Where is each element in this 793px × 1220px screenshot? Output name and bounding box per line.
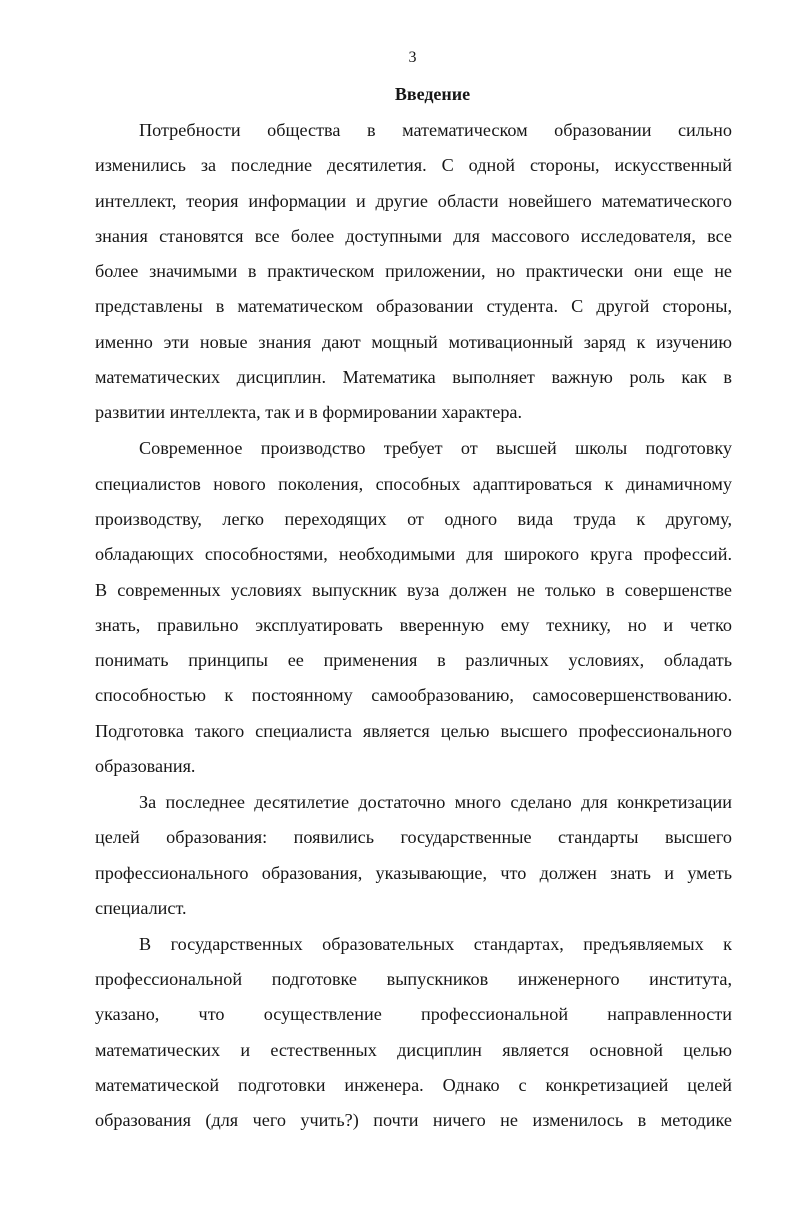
text-line: именно эти новые знания дают мощный мотивационный заряд к изучению [95, 331, 732, 352]
text-line: представлены в математическом образовании студента. С другой стороны, [95, 296, 732, 317]
paragraph-4 [95, 927, 732, 1139]
text-line: целей образования: появились государственные стандарты высшего [95, 827, 732, 848]
text-line: За последнее десятилетие достаточно много сделано для конкретизации [139, 792, 732, 813]
paragraph-3 [95, 785, 732, 926]
text-line: специалист. [95, 897, 187, 918]
text-line: математических дисциплин. Математика выполняет важную роль как в [95, 367, 732, 388]
text-line: развитии интеллекта, так и в формировании характера. [95, 402, 523, 423]
text-line: профессиональной подготовке выпускников инженерного института, [95, 969, 732, 990]
text-line: указано, что осуществление профессиональной направленности [95, 1004, 732, 1025]
text-line: производству, легко переходящих от одного вида труда к другому, [95, 508, 732, 529]
text-line: Потребности общества в математическом образовании сильно [139, 120, 732, 140]
text-line: знать, правильно эксплуатировать вверенную ему технику, но и четко [95, 614, 732, 635]
text-line: специалистов нового поколения, способных адаптироваться к динамичному [95, 473, 732, 494]
text-line: более значимыми в практическом приложении, но практически они еще не [95, 261, 732, 282]
body-text [95, 113, 732, 1139]
text-line: образования. [95, 756, 196, 777]
text-line: математической подготовки инженера. Однако с конкретизацией целей [95, 1075, 732, 1096]
text-line: В государственных образовательных стандартах, предъявляемых к [139, 933, 732, 954]
page-number: 3 [408, 49, 417, 66]
text-line: знания становятся все более доступными для массового исследователя, все [95, 225, 732, 246]
text-line: В современных условиях выпускник вуза должен не только в совершенстве [95, 579, 732, 600]
text-line: способностью к постоянному самообразованию, самосовершенствованию. [95, 685, 732, 706]
text-line: интеллект, теория информации и другие области новейшего математического [95, 190, 732, 211]
text-line: профессионального образования, указывающие, что должен знать и уметь [95, 862, 732, 883]
paragraph-2 [95, 431, 732, 784]
text-line: изменились за последние десятилетия. С одной стороны, искусственный [95, 155, 732, 176]
text-line: Подготовка такого специалиста является целью высшего профессионального [95, 720, 732, 741]
paragraph-1 [95, 113, 732, 431]
section-title: Введение [394, 84, 471, 104]
text-line: обладающих способностями, необходимыми для широкого круга профессий. [95, 544, 732, 565]
text-line: образования (для чего учить?) почти ничего не изменилось в методике [95, 1110, 732, 1131]
text-line: понимать принципы ее применения в различных условиях, обладать [95, 650, 732, 671]
text-line: математических и естественных дисциплин является основной целью [95, 1039, 732, 1060]
text-line: Современное производство требует от высшей школы подготовку [139, 438, 732, 459]
